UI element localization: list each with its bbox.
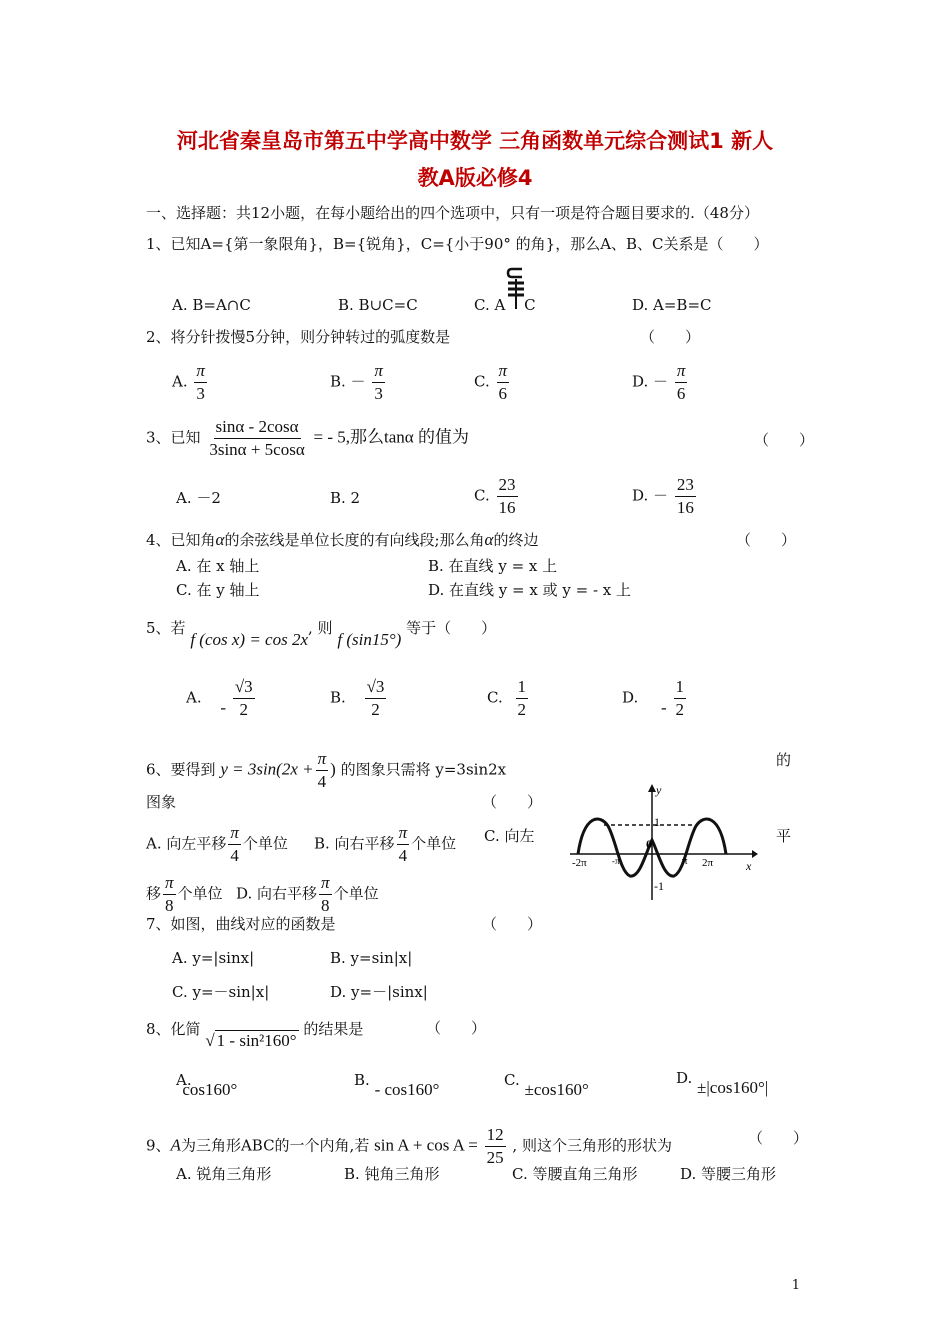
q6-answer-paren: （ ） bbox=[482, 793, 543, 811]
q9-option-b: B. 钝角三角形 bbox=[344, 1165, 440, 1183]
question-9: 9、A为三角形ABC的一个内角,若 sin A + cos A = $\frac{12}{25}$ , 则这个三角形的形状为 bbox=[146, 1125, 672, 1167]
question-2: 2、将分针拨慢5分钟，则分钟转过的弧度数是 bbox=[146, 328, 451, 346]
q6-option-c-cont: 平 bbox=[776, 827, 792, 845]
q4-option-a: A. 在 x 轴上 bbox=[176, 557, 260, 575]
sine-curve-figure bbox=[560, 780, 760, 905]
q1-option-c: C. A C bbox=[474, 295, 536, 315]
tick-neg-pi: -π bbox=[612, 856, 620, 866]
q7-option-c: C. y=－sin|x| bbox=[172, 983, 270, 1001]
origin-label: 0 bbox=[646, 837, 652, 851]
q2-option-d: D. － $\frac{\pi}{6}$ bbox=[632, 361, 686, 403]
y-axis-arrow-icon bbox=[648, 784, 656, 792]
section-heading: 一、选择题：共12小题，在每小题给出的四个选项中，只有一项是符合题目要求的.（48分） bbox=[146, 204, 759, 222]
q4-option-d: D. 在直线 y = x 或 y = - x 上 bbox=[428, 581, 632, 599]
question-8: 8、化简 √ 1 - sin²160° 的结果是 bbox=[146, 1020, 364, 1050]
q3-option-a: A. －2 bbox=[176, 489, 221, 507]
q6-option-a: A. 向左平移 $\frac{\pi}{4}$ 个单位 bbox=[146, 823, 288, 865]
tick-2pi: 2π bbox=[702, 857, 714, 869]
q5-option-c: C. $\frac{1}{2}$ bbox=[487, 677, 526, 719]
question-1: 1、已知A={第一象限角}，B={锐角}，C={小于90° 的角}，那么A、B、C关系是（ ） bbox=[146, 235, 769, 253]
question-6: 6、要得到 y = 3sin(2x + $\frac{\pi}{4}$ ) 的图象只需将 y=3sin2x bbox=[146, 749, 507, 791]
q3-option-d: D. － $\frac{23}{16}$ bbox=[632, 475, 694, 517]
q3-answer-paren: （ ） bbox=[754, 431, 815, 449]
q9-option-d: D. 等腰三角形 bbox=[680, 1165, 777, 1183]
subset-symbol-icon bbox=[504, 265, 526, 311]
q7-option-d: D. y=－|sinx| bbox=[330, 983, 428, 1001]
question-4: 4、已知角α的余弦线是单位长度的有向线段;那么角α的终边 bbox=[146, 530, 539, 549]
page-number: 1 bbox=[791, 1278, 800, 1293]
q8-option-b: B. - cos160° bbox=[354, 1071, 440, 1099]
q6-option-c: C. 向左 bbox=[484, 827, 535, 845]
q7-answer-paren: （ ） bbox=[482, 915, 543, 933]
q2-answer-paren: （ ） bbox=[640, 328, 701, 346]
q8-option-c: C. ±cos160° bbox=[504, 1071, 589, 1099]
tick-neg-one: -1 bbox=[654, 879, 664, 893]
question-3: 3、已知 $\frac{\sin\alpha - 2\cos\alpha}{3\sin\alpha + 5\cos\alpha}$ = - 5,那么tanα 的值为 bbox=[146, 417, 469, 459]
question-7: 7、如图，曲线对应的函数是 bbox=[146, 915, 336, 933]
q5-option-d: D. - $\frac{1}{2}$ bbox=[622, 677, 684, 719]
q9-option-c: C. 等腰直角三角形 bbox=[512, 1165, 638, 1183]
q7-option-a: A. y=|sinx| bbox=[172, 949, 255, 967]
q4-option-b: B. 在直线 y = x 上 bbox=[428, 557, 558, 575]
q8-answer-paren: （ ） bbox=[426, 1019, 487, 1037]
q6-line-2: 图象 bbox=[146, 793, 177, 811]
q5-option-b: B. $\frac{√3}{2}$ bbox=[330, 677, 385, 719]
q7-option-b: B. y=sin|x| bbox=[330, 949, 413, 967]
q4-answer-paren: （ ） bbox=[736, 531, 797, 549]
q9-answer-paren: （ ） bbox=[748, 1129, 809, 1147]
q6-option-c-rest: 移 $\frac{\pi}{8}$ 个单位 bbox=[146, 873, 223, 915]
title-line-1: 河北省秦皇岛市第五中学高中数学 三角函数单元综合测试1 新人 bbox=[176, 129, 774, 153]
q8-option-d: D. ±|cos160°| bbox=[676, 1069, 769, 1097]
tick-pi: π bbox=[682, 855, 688, 867]
y-label: y bbox=[656, 783, 662, 797]
q5-option-a: A. - $\frac{√3}{2}$ bbox=[186, 677, 253, 719]
q9-option-a: A. 锐角三角形 bbox=[176, 1165, 272, 1183]
x-label: x bbox=[746, 859, 752, 873]
tick-one: 1 bbox=[654, 815, 660, 829]
q2-option-a: A. $\frac{\pi}{3}$ bbox=[172, 361, 205, 403]
q1-option-d: D. A=B=C bbox=[632, 296, 712, 314]
q1-option-a: A. B=A∩C bbox=[172, 296, 251, 314]
q6-option-d: D. 向右平移 $\frac{\pi}{8}$ 个单位 bbox=[236, 873, 379, 915]
q6-de: 的 bbox=[776, 751, 792, 769]
x-axis-arrow-icon bbox=[752, 850, 758, 858]
q3-option-b: B. 2 bbox=[330, 489, 361, 507]
question-5: 5、若 f (cos x) = cos 2x, 则 f (sin15°) 等于（ ） bbox=[146, 619, 497, 649]
q2-option-b: B. － $\frac{\pi}{3}$ bbox=[330, 361, 383, 403]
q4-option-c: C. 在 y 轴上 bbox=[176, 581, 260, 599]
title-line-2: 教A版必修4 bbox=[417, 166, 533, 190]
q1-option-b: B. B∪C=C bbox=[338, 296, 418, 314]
q6-option-b: B. 向右平移 $\frac{\pi}{4}$ 个单位 bbox=[314, 823, 457, 865]
q8-option-a: A. cos160° bbox=[176, 1071, 238, 1099]
q2-option-c: C. $\frac{\pi}{6}$ bbox=[474, 361, 508, 403]
tick-neg-2pi: -2π bbox=[572, 857, 587, 869]
q3-option-c: C. $\frac{23}{16}$ bbox=[474, 475, 516, 517]
